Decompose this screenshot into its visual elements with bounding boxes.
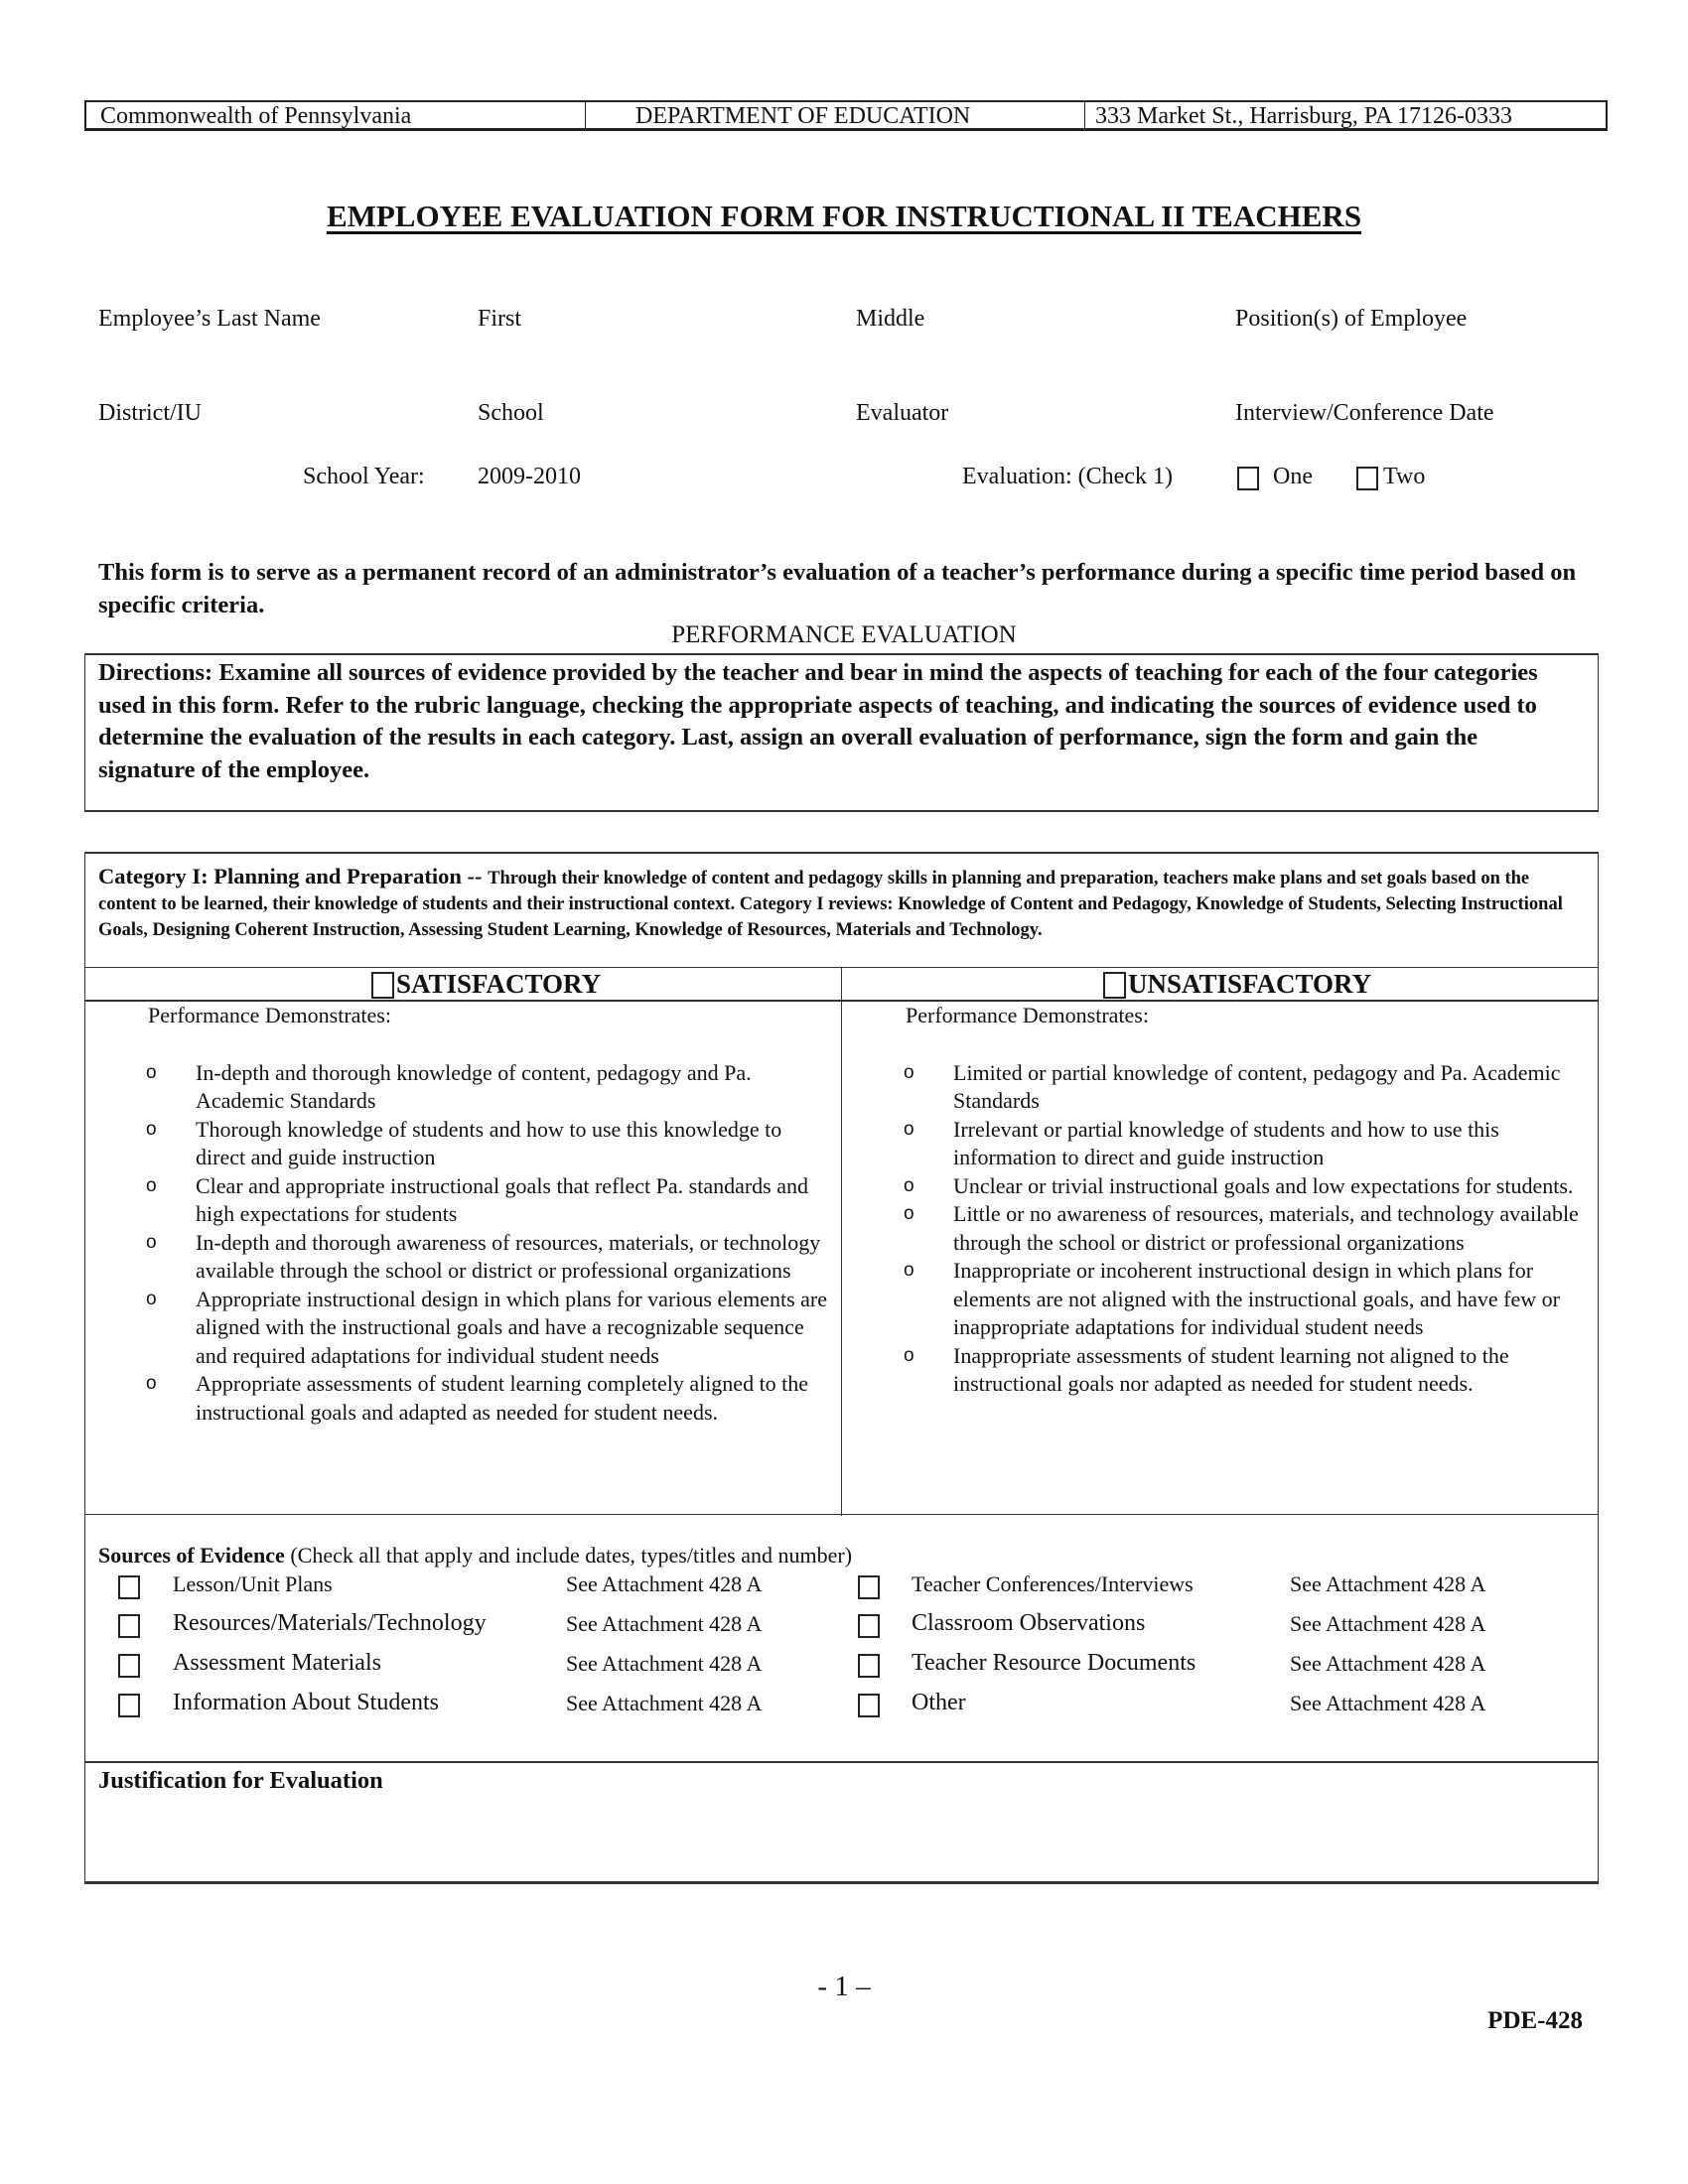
- source-checkbox-other[interactable]: [858, 1694, 880, 1717]
- header-divider: [1084, 102, 1085, 128]
- justification-heading: Justification for Evaluation: [98, 1767, 383, 1794]
- evaluation-two-label: Two: [1383, 464, 1426, 489]
- justification-top-rule: [85, 1761, 1598, 1763]
- source-checkbox-student-info[interactable]: [118, 1694, 140, 1717]
- satisfactory-criteria: [148, 1002, 833, 1427]
- unsatisfactory-intro: Performance Demonstrates:: [906, 1003, 1149, 1027]
- form-title: EMPLOYEE EVALUATION FORM FOR INSTRUCTIONAL II TEACHERS: [326, 199, 1362, 233]
- school-year-value: 2009-2010: [478, 464, 581, 489]
- source-checkbox-resources[interactable]: [118, 1614, 140, 1638]
- page-number: - 1 –: [817, 1971, 871, 2002]
- performance-evaluation-heading: PERFORMANCE EVALUATION: [671, 621, 1017, 648]
- interview-date-label: Interview/Conference Date: [1235, 400, 1494, 426]
- satisfactory-item: o In-depth and thorough awareness of resources, materials, or technology available through the school or district or professional organizations: [146, 1229, 821, 1283]
- unsatisfactory-item: o Irrelevant or partial knowledge of students and how to use this information to direct and guide instruction: [904, 1116, 1499, 1169]
- unsatisfactory-item: o Limited or partial knowledge of content, pedagogy and Pa. Academic Standards: [904, 1059, 1561, 1113]
- middle-name-label: Middle: [856, 306, 925, 332]
- form-code: PDE-428: [1487, 2007, 1583, 2034]
- source-reference: See Attachment 428 A: [1290, 1571, 1486, 1596]
- category-title: Category I: Planning and Preparation: [98, 864, 462, 888]
- source-checkbox-conferences[interactable]: [858, 1575, 880, 1599]
- header-divider: [585, 102, 586, 128]
- source-checkbox-resource-docs[interactable]: [858, 1654, 880, 1678]
- evaluation-one-label: One: [1273, 464, 1313, 489]
- source-checkbox-lesson-plans[interactable]: [118, 1575, 140, 1599]
- category-one-box: [84, 852, 1599, 1884]
- source-reference: See Attachment 428 A: [1290, 1611, 1486, 1636]
- satisfactory-item: o Thorough knowledge of students and how to use this knowledge to direct and guide instruction: [146, 1116, 782, 1169]
- evaluation-one-checkbox[interactable]: [1237, 467, 1259, 490]
- satisfactory-item: o Appropriate instructional design in which plans for various elements are aligned with the instructional goals and have a recognizable sequence and required adaptations for individual student needs: [146, 1286, 827, 1368]
- unsatisfactory-label: UNSATISFACTORY: [1128, 969, 1372, 999]
- district-label: District/IU: [98, 400, 202, 426]
- unsatisfactory-checkbox[interactable]: [1103, 972, 1126, 999]
- source-reference: See Attachment 428 A: [1290, 1691, 1486, 1715]
- source-reference: See Attachment 428 A: [566, 1691, 763, 1715]
- source-label: Teacher Conferences/Interviews: [912, 1571, 1194, 1596]
- satisfactory-item: o Appropriate assessments of student learning completely aligned to the instructional goals and adapted as needed for student needs.: [146, 1371, 809, 1425]
- header-address: 333 Market St., Harrisburg, PA 17126-0333: [1095, 103, 1512, 129]
- last-name-label: Employee’s Last Name: [98, 306, 321, 332]
- source-label: Teacher Resource Documents: [912, 1650, 1196, 1676]
- source-reference: See Attachment 428 A: [566, 1651, 763, 1676]
- satisfactory-item: o Clear and appropriate instructional goals that reflect Pa. standards and high expectations for students: [146, 1172, 809, 1226]
- source-label: Assessment Materials: [173, 1650, 381, 1676]
- source-reference: See Attachment 428 A: [1290, 1651, 1486, 1676]
- directions-text: Directions: Examine all sources of evidence provided by the teacher and bear in mind the aspects of teaching for each of the four categories used in this form. Refer to the rubric language, checking the appropriate aspects of teaching, and indicating the sources of evidence used to determine the evaluation of the results in each category. Last, assign an overall evaluation of performance, sign the form and gain the signature of the employee.: [98, 659, 1538, 783]
- first-name-label: First: [478, 306, 522, 332]
- school-label: School: [478, 400, 544, 426]
- sources-of-evidence-heading: Sources of Evidence (Check all that apply and include dates, types/titles and number): [98, 1543, 853, 1568]
- source-label: Classroom Observations: [912, 1610, 1146, 1636]
- header-commonwealth: Commonwealth of Pennsylvania: [100, 103, 412, 129]
- source-label: Other: [912, 1690, 966, 1715]
- unsatisfactory-item: o Inappropriate or incoherent instructional design in which plans for elements are not aligned with the instructional goals, and have few or inappropriate adaptations for individual student needs: [904, 1258, 1560, 1339]
- source-checkbox-assessment[interactable]: [118, 1654, 140, 1678]
- agency-header-box: [84, 100, 1608, 131]
- unsatisfactory-item: o Unclear or trivial instructional goals and low expectations for students.: [904, 1172, 1574, 1198]
- position-label: Position(s) of Employee: [1235, 306, 1468, 332]
- directions-box: [84, 653, 1599, 812]
- unsatisfactory-criteria: [906, 1002, 1591, 1399]
- category-header: Category I: Planning and Preparation -- Through their knowledge of content and pedagogy skills in planning and preparation, teachers make plans and set goals based on the content to be learned, their knowledge of students and their instructional context. Category I reviews: Knowledge of Content and Pedagogy, Knowledge of Students, Selecting Instructional Goals, Designing Coherent Instruction, Assessing Student Learning, Knowledge of Resources, Materials and Technology.: [98, 864, 1563, 940]
- evaluation-check-label: Evaluation: (Check 1): [962, 464, 1173, 489]
- source-checkbox-observations[interactable]: [858, 1614, 880, 1638]
- source-label: Resources/Materials/Technology: [173, 1610, 487, 1636]
- category-description: Through their knowledge of content and pedagogy skills in planning and preparation, teachers make plans and set goals based on the content to be learned, their knowledge of students and their instructional context. Category I reviews: Knowledge of Content and Pedagogy, Knowledge of Students, Selecting Instructional Goals, Designing Coherent Instruction, Assessing Student Learning, Knowledge of Resources, Materials and Technology.: [98, 869, 1563, 940]
- satisfactory-intro: Performance Demonstrates:: [148, 1003, 391, 1027]
- satisfactory-checkbox[interactable]: [371, 972, 394, 999]
- source-label: Information About Students: [173, 1690, 439, 1715]
- column-divider: [841, 967, 842, 1516]
- criteria-bottom-rule: [85, 1514, 1598, 1515]
- intro-statement: This form is to serve as a permanent record of an administrator’s evaluation of a teacher’s performance during a specific time period based on specific criteria.: [98, 559, 1577, 618]
- source-reference: See Attachment 428 A: [566, 1571, 763, 1596]
- satisfactory-item: o In-depth and thorough knowledge of content, pedagogy and Pa. Academic Standards: [146, 1059, 752, 1113]
- school-year-label: School Year:: [303, 464, 425, 489]
- justification-input-area[interactable]: [98, 1802, 1583, 1871]
- evaluator-label: Evaluator: [856, 400, 949, 426]
- unsatisfactory-item: o Little or no awareness of resources, materials, and technology available through the school or district or professional organizations: [904, 1201, 1579, 1255]
- source-reference: See Attachment 428 A: [566, 1611, 763, 1636]
- unsatisfactory-item: o Inappropriate assessments of student learning not aligned to the instructional goals nor adapted as needed for student needs.: [904, 1342, 1509, 1396]
- satisfactory-label: SATISFACTORY: [396, 969, 602, 999]
- source-label: Lesson/Unit Plans: [173, 1571, 333, 1596]
- evaluation-two-checkbox[interactable]: [1356, 467, 1378, 490]
- header-department: DEPARTMENT OF EDUCATION: [635, 103, 971, 129]
